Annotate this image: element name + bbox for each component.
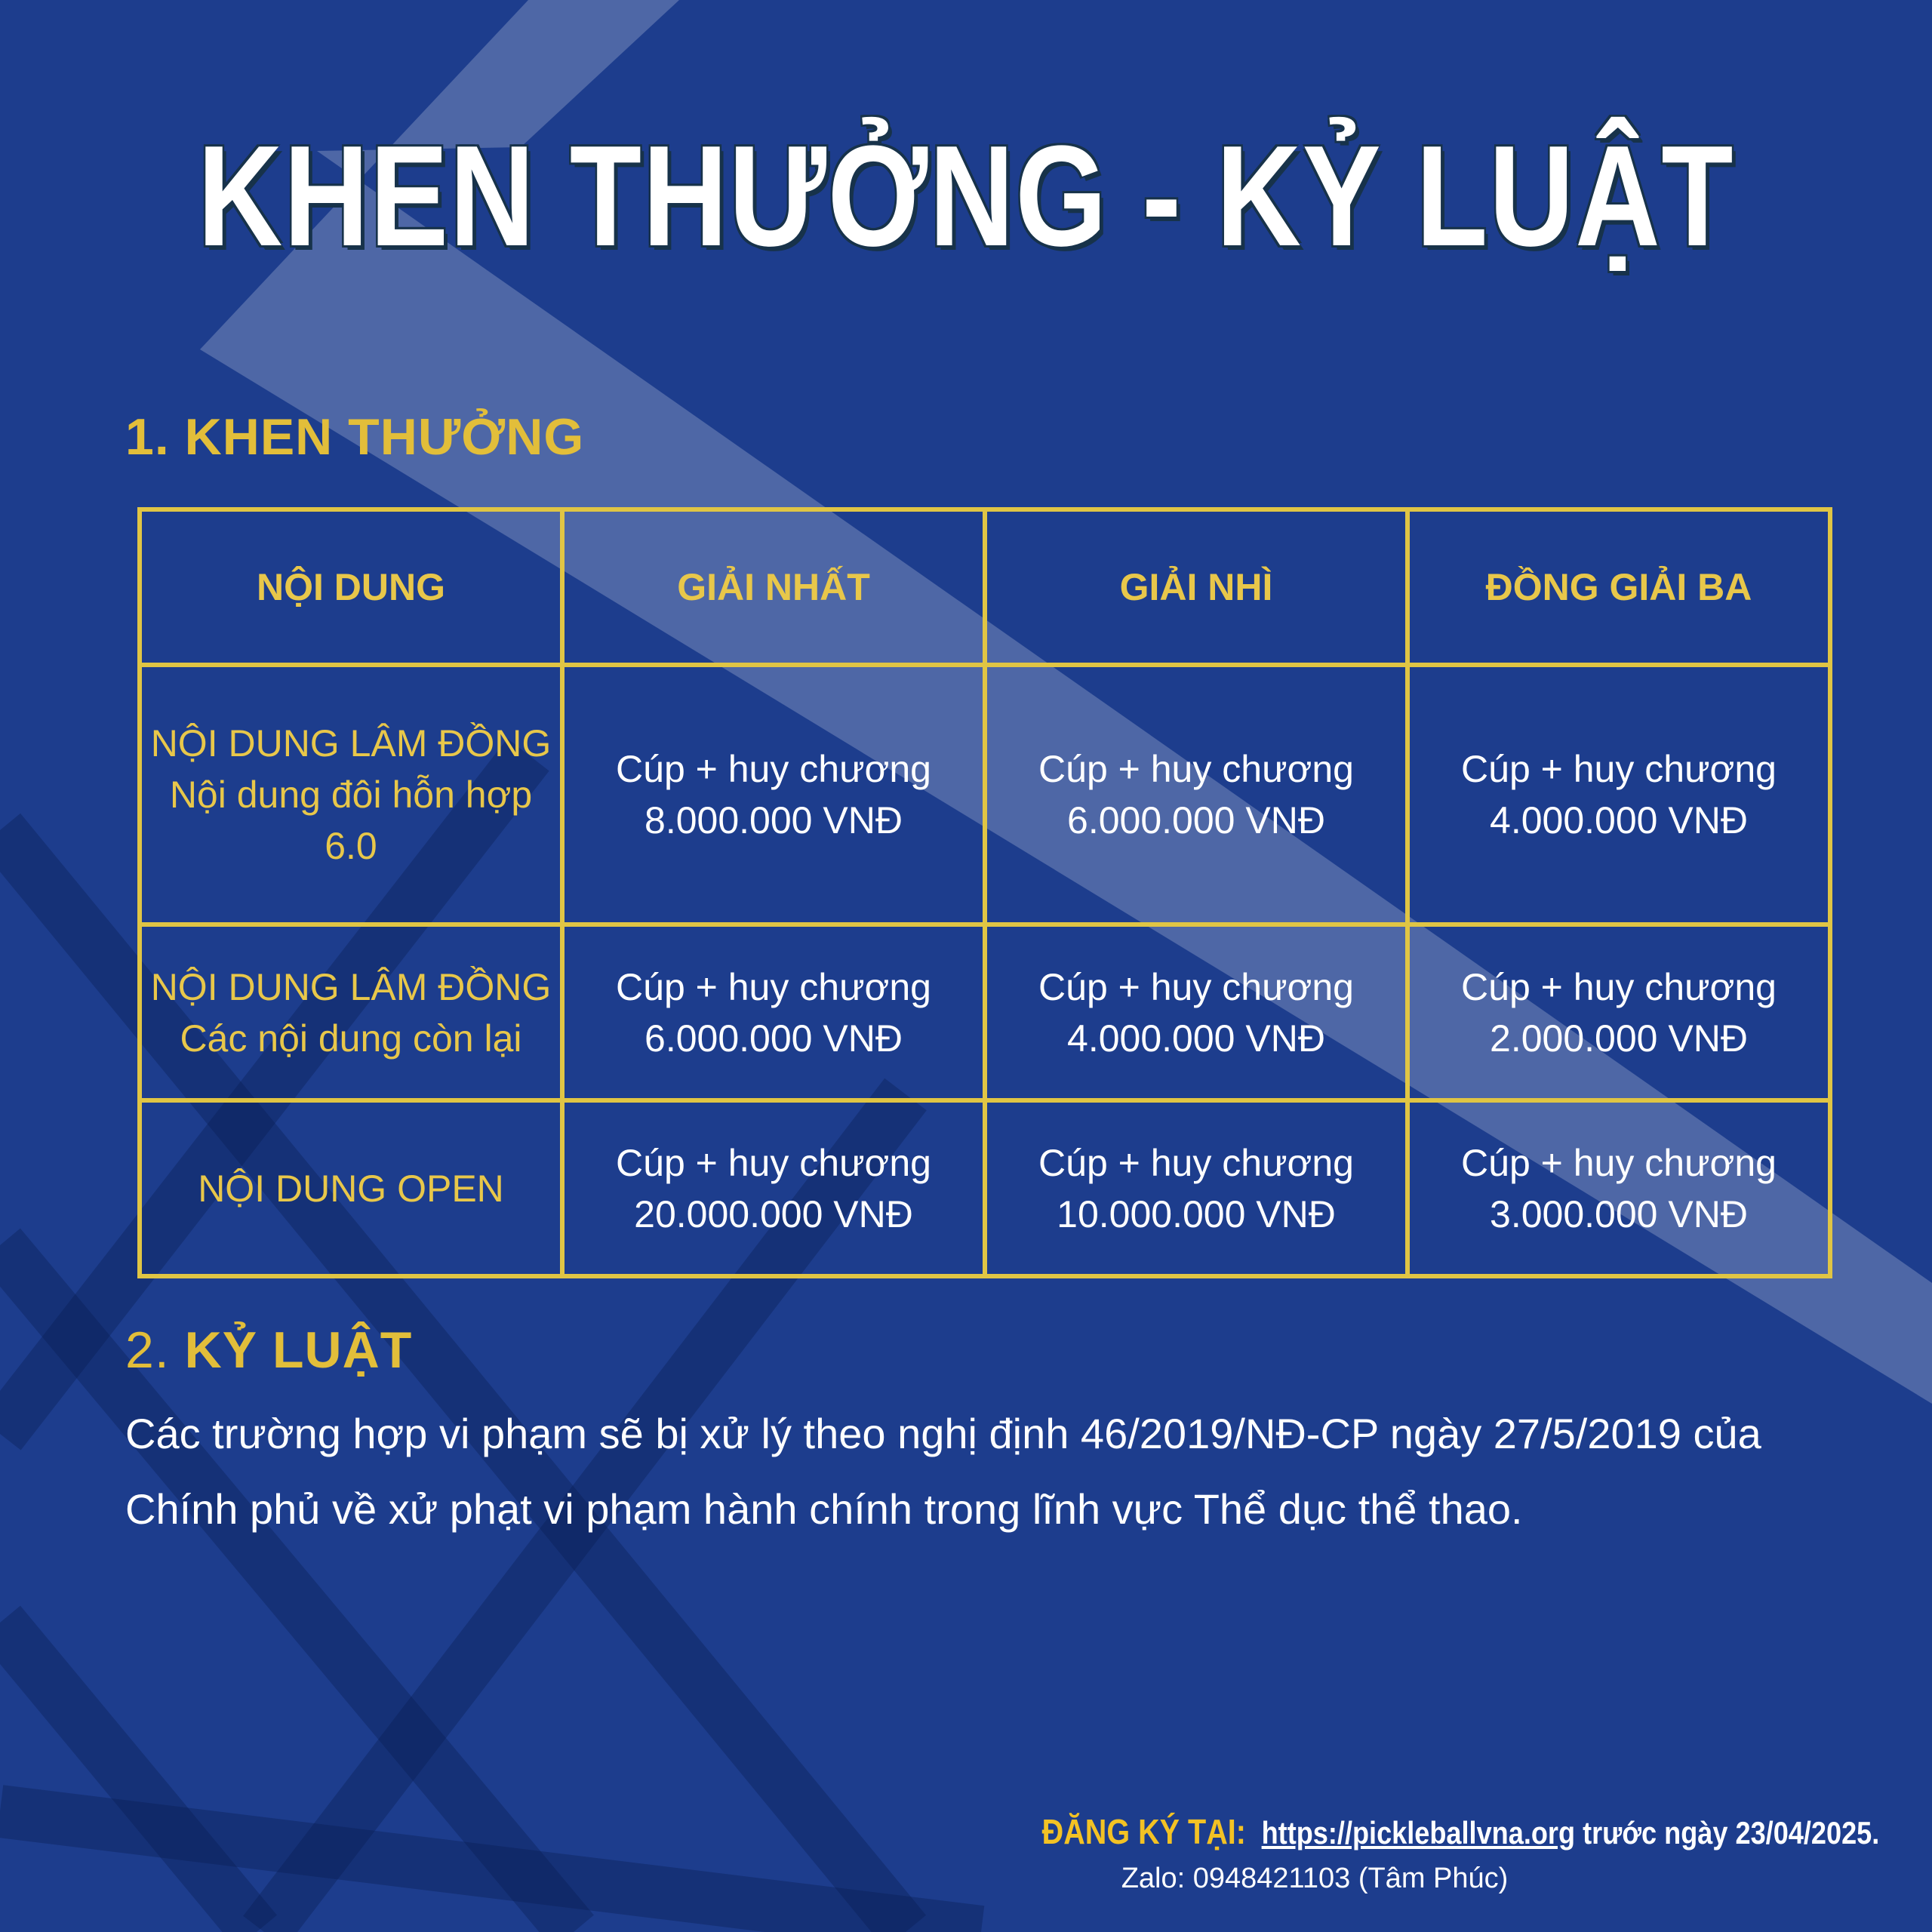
registration-line bbox=[1041, 1811, 1879, 1852]
table-row bbox=[140, 1100, 1830, 1276]
registration-link[interactable]: https://pickleballvna.org bbox=[1261, 1815, 1575, 1850]
prize-cell bbox=[1407, 665, 1830, 924]
category-name: NỘI DUNG LÂM ĐỒNG bbox=[150, 965, 552, 1008]
prize-item: Cúp + huy chương bbox=[1461, 965, 1777, 1008]
section-discipline-title bbox=[125, 1321, 412, 1380]
category-cell bbox=[140, 924, 562, 1100]
prize-cell bbox=[562, 924, 985, 1100]
prize-cell bbox=[562, 1100, 985, 1276]
column-header: GIẢI NHÌ bbox=[985, 509, 1407, 665]
registration-footer bbox=[906, 1811, 1879, 1895]
prize-cell bbox=[985, 1100, 1407, 1276]
table-row bbox=[140, 665, 1830, 924]
prize-amount: 20.000.000 VNĐ bbox=[634, 1192, 913, 1235]
prize-amount: 6.000.000 VNĐ bbox=[1067, 799, 1325, 842]
category-cell bbox=[140, 1100, 562, 1276]
category-detail: Nội dung đôi hỗn hợp 6.0 bbox=[169, 774, 533, 868]
column-header: NỘI DUNG bbox=[140, 509, 562, 665]
column-header: ĐỒNG GIẢI BA bbox=[1407, 509, 1830, 665]
prize-item: Cúp + huy chương bbox=[616, 965, 931, 1008]
column-header: GIẢI NHẤT bbox=[562, 509, 985, 665]
prize-item: Cúp + huy chương bbox=[616, 748, 931, 791]
registration-deadline: trước ngày 23/04/2025. bbox=[1574, 1815, 1879, 1850]
prize-amount: 3.000.000 VNĐ bbox=[1490, 1192, 1748, 1235]
zalo-contact: Zalo: 0948421103 (Tâm Phúc) bbox=[1121, 1863, 1509, 1894]
prize-item: Cúp + huy chương bbox=[616, 1141, 931, 1184]
table-row bbox=[140, 924, 1830, 1100]
prize-amount: 4.000.000 VNĐ bbox=[1067, 1017, 1325, 1060]
prize-cell bbox=[1407, 1100, 1830, 1276]
prize-cell bbox=[562, 665, 985, 924]
prize-item: Cúp + huy chương bbox=[1461, 1141, 1777, 1184]
table-header-row bbox=[140, 509, 1830, 665]
prize-amount: 8.000.000 VNĐ bbox=[645, 799, 903, 842]
discipline-paragraph: Các trường hợp vi phạm sẽ bị xử lý theo nghị định 46/2019/NĐ-CP ngày 27/5/2019 của Chính phủ về xử phạt vi phạm hành chính trong lĩnh vực Thể dục thể thao. bbox=[125, 1410, 1761, 1533]
prize-cell bbox=[985, 924, 1407, 1100]
prize-item: Cúp + huy chương bbox=[1038, 965, 1354, 1008]
page-title: KHEN THƯỞNG - KỶ LUẬT bbox=[197, 116, 1735, 276]
section-name: KỶ LUẬT bbox=[184, 1321, 413, 1379]
prize-item: Cúp + huy chương bbox=[1038, 748, 1354, 791]
prize-item: Cúp + huy chương bbox=[1038, 1141, 1354, 1184]
prize-amount: 4.000.000 VNĐ bbox=[1490, 799, 1748, 842]
category-cell bbox=[140, 665, 562, 924]
register-label: ĐĂNG KÝ TẠI: bbox=[1041, 1812, 1246, 1851]
section-number: 2. bbox=[125, 1321, 170, 1379]
category-detail: Các nội dung còn lại bbox=[180, 1017, 522, 1060]
prize-amount: 6.000.000 VNĐ bbox=[645, 1017, 903, 1060]
category-name: NỘI DUNG OPEN bbox=[198, 1167, 504, 1210]
prize-item: Cúp + huy chương bbox=[1461, 748, 1777, 791]
prize-cell bbox=[1407, 924, 1830, 1100]
prize-amount: 2.000.000 VNĐ bbox=[1490, 1017, 1748, 1060]
prize-cell bbox=[985, 665, 1407, 924]
prize-amount: 10.000.000 VNĐ bbox=[1057, 1192, 1336, 1235]
section-rewards-title: 1. KHEN THƯỞNG bbox=[125, 408, 585, 466]
category-name: NỘI DUNG LÂM ĐỒNG bbox=[150, 722, 552, 765]
prize-table bbox=[137, 507, 1832, 1278]
